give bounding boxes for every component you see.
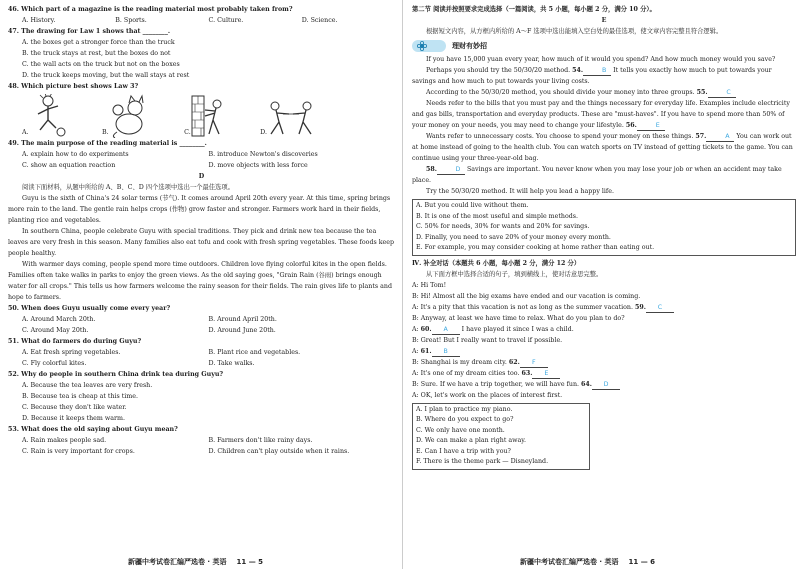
passage-paragraph [412, 65, 796, 87]
cat-with-ball-icon [109, 94, 149, 138]
option: B. the truck stays at rest, but the boxes do not [22, 50, 171, 57]
passage-paragraph [412, 186, 796, 197]
left-page [8, 4, 395, 457]
blank-number: 58. [426, 166, 437, 173]
option: A. Rain makes people sad. [22, 437, 107, 444]
dialog-line [412, 324, 796, 335]
blank-number: 61. [420, 347, 432, 355]
dialog-text: A: OK, let's work on the places of interest first. [412, 391, 563, 399]
question-47: 47. The drawing for Law 1 shows that ________. [8, 28, 171, 35]
dialog-line [412, 379, 796, 390]
paragraph-text: Wants refer to unnecessary costs. You choose to spend your money on these things. [426, 133, 696, 140]
option: C. Rain is very important for crops. [22, 448, 135, 455]
dialog-line [412, 280, 796, 291]
option: D. Children can't play outside when it rains. [208, 448, 350, 455]
paragraph-text: Needs refer to the bills that you must pay and the things necessary for everyday life. Examples include electricity and gas bills, transportation and everyday products. These are "must-haves". If you have to spend more than 50% of your money on your needs, you may need to change your lifestyle. [412, 100, 790, 129]
option: B. Sports. [115, 17, 147, 24]
picture-a [22, 94, 67, 138]
options-box-e [412, 199, 796, 256]
box-option: E. Can I have a trip with you? [416, 447, 511, 455]
option: C. show an equation reaction [22, 162, 116, 169]
blank-number: 55. [696, 89, 708, 96]
option: B. introduce Newton's discoveries [208, 151, 318, 158]
box-option: C. 50% for needs, 30% for wants and 20% for savings. [416, 223, 590, 230]
q48-pictures [8, 92, 395, 138]
option: A. the boxes get a stronger force than the truck [22, 39, 175, 46]
dialog-text: A: It's a pity that this vacation is not as long as the summer vacation. [412, 303, 635, 311]
box-option: F. There is the theme park — Disneyland. [416, 458, 549, 465]
option: A. Eat fresh spring vegetables. [22, 349, 121, 356]
option: D. move objects with less force [208, 162, 308, 169]
box-option: D. Finally, you need to save 20% of your money every month. [416, 233, 611, 241]
section-2-header: 第二节 阅读并按照要求完成选择（一篇阅读，共 5 小题，每小题 2 分，满分 10 分）。 [412, 6, 656, 13]
options-row [8, 347, 395, 358]
dialog-line [412, 390, 796, 401]
passage-paragraph [412, 87, 796, 98]
paragraph-text: Savings are important. You never know when you may lose your job or when an accident may take place. [412, 166, 782, 184]
banner-pill [412, 40, 446, 52]
passage-letter: E [601, 17, 607, 24]
banner-title: 理财有妙招 [452, 42, 487, 50]
passage-paragraph: With warmer days coming, people spend more time outdoors. Children love flying colorful kites in the open fields. Families often take walks in parks to enjoy the green views. As the old saying goes, "Grain Rain (谷雨) brings enough water for all crops." This tells us how farmers welcome the rainy season for their fields. The rain gives life to plants and hope to farmers. [8, 261, 392, 301]
dialog-text: A: Hi Tom! [412, 281, 447, 289]
answer-blank[interactable]: C [708, 89, 736, 98]
question-53: 53. What does the old saying about Guyu mean? [8, 426, 178, 433]
paragraph-text: Perhaps you should try the 50/30/20 method. [426, 67, 573, 74]
flower-icon [416, 41, 428, 51]
answer-blank[interactable]: A [706, 133, 734, 142]
paragraph-text: If you have 15,000 yuan every year, how much of it would you spend? And how much money would you save? [426, 56, 776, 63]
left-footer [128, 557, 263, 567]
page-number: 11 — 5 [236, 558, 264, 566]
person-pushing-wall-icon [191, 94, 225, 138]
passage-paragraph [412, 98, 796, 131]
dialog-text: A: [412, 325, 421, 333]
box-option: A. I plan to practice my piano. [416, 405, 513, 413]
options-box-dialog [412, 403, 590, 470]
options-row [8, 358, 395, 369]
passage-instruction: 阅读下面材料，从题中所给的 A、B、C、D 四个选项中选出一个最佳选项。 [22, 184, 234, 191]
options-row [8, 314, 395, 325]
options-row [8, 325, 395, 336]
picture-d [260, 94, 315, 138]
picture-label: D. [260, 129, 267, 136]
picture-c [184, 94, 225, 138]
answer-blank[interactable]: A [432, 326, 460, 335]
answer-blank[interactable]: B [432, 348, 460, 357]
option: D. Take walks. [208, 360, 255, 367]
question-50: 50. When does Guyu usually come every year? [8, 305, 171, 312]
tips-banner [412, 40, 796, 52]
option: B. Farmers don't like rainy days. [208, 437, 313, 444]
dialog-line [412, 291, 796, 302]
passage-paragraph: In southern China, people celebrate Guyu with special traditions. They pick and drink new tea because the tea leaves are very fresh in this season. Many families also eat tofu and cook with fresh spring vegetables. These foods keep people healthy. [8, 228, 395, 257]
options-row [8, 446, 395, 457]
blank-number: 59. [635, 303, 646, 311]
option: C. Because they don't like water. [22, 404, 127, 411]
box-option: E. For example, you may consider cooking at home rather than eating out. [416, 244, 655, 251]
dialog-text: B: Shanghai is my dream city. [412, 358, 509, 366]
dialog-line [412, 357, 796, 368]
answer-blank[interactable]: C [646, 304, 674, 313]
blank-number: 63. [521, 369, 533, 377]
answer-blank[interactable]: E [637, 122, 665, 131]
box-option: B. It is one of the most useful and simple methods. [416, 212, 579, 220]
option: A. explain how to do experiments [22, 151, 129, 158]
paragraph-text: According to the 50/30/20 method, you should divide your money into three groups. [426, 89, 697, 96]
answer-blank[interactable]: B [583, 67, 611, 76]
blank-number: 57. [695, 133, 707, 140]
option: D. the truck keeps moving, but the wall stays at rest [22, 72, 190, 79]
dialog-text: B: Hi! Almost all the big exams have ended and our vacation is coming. [412, 292, 641, 300]
option: C. Around May 20th. [22, 327, 89, 334]
picture-label: B. [102, 129, 109, 136]
page-divider [402, 0, 403, 569]
dialog-text: B: Anyway, at least we have time to relax. What do you plan to do? [412, 314, 625, 322]
section-4-instruction: 从下面方框中选择合适的句子，填到横线上，使对话意思完整。 [426, 270, 603, 278]
option: C. Fly colorful kites. [22, 360, 87, 367]
option: A. Around March 20th. [22, 316, 96, 323]
answer-blank[interactable]: F [520, 359, 548, 368]
question-49: 49. The main purpose of the reading material is ________. [8, 140, 207, 147]
answer-blank[interactable]: E [532, 370, 560, 379]
option: B. Around April 20th. [208, 316, 277, 323]
dialog-line [412, 313, 796, 324]
box-option: D. We can make a plan right away. [416, 437, 526, 444]
passage-paragraph: Guyu is the sixth of China's 24 solar terms (节气). It comes around April 20th every year. At this time, spring brings more rain to the land. The gentle rain helps crops (作物) grow faster and stronger. Farmers work hard in their fields, planting rice and vegetables. [8, 195, 391, 224]
q46-options [8, 15, 395, 26]
picture-label: C. [184, 129, 191, 136]
option: D. Because it keeps them warm. [22, 415, 125, 422]
option: B. Because tea is cheap at this time. [22, 393, 138, 400]
blank-number: 56. [625, 122, 637, 129]
passage-instruction: 根据短文内容，从方框内所给的 A～F 选项中选出能填入空白处的最佳选项，使文章内容完整且符合逻辑。 [426, 28, 723, 35]
page-number: 11 — 6 [628, 558, 656, 566]
blank-number: 60. [420, 325, 432, 333]
box-option: C. We only have one month. [416, 426, 505, 434]
box-option: A. But you could live without them. [416, 202, 529, 209]
box-option: B. Where do you expect to go? [416, 416, 514, 423]
dialog-text: A: [412, 347, 421, 355]
tug-of-war-icon [267, 94, 315, 138]
section-4-header: Ⅳ. 补全对话（本题共 6 小题，每小题 2 分，满分 12 分） [412, 259, 581, 267]
option: C. the wall acts on the truck but not on the boxes [22, 61, 180, 68]
dialog-line [412, 302, 796, 313]
option: B. Plant rice and vegetables. [208, 349, 301, 356]
dialog-text: I have played it since I was a child. [459, 325, 574, 333]
picture-b [102, 94, 149, 138]
paragraph-text: It tells you exactly how much to put towards your savings and how much to put towards your living costs. [412, 67, 772, 85]
option: D. Science. [301, 17, 338, 24]
question-46: 46. Which part of a magazine is the reading material most probably taken from? [8, 6, 293, 13]
blank-number: 64. [581, 380, 593, 388]
answer-blank[interactable]: D [437, 166, 465, 175]
passage-paragraph [412, 54, 796, 65]
passage-paragraph [412, 131, 796, 164]
dialog-line [412, 368, 796, 379]
dialog-text: B: Great! But I really want to travel if possible. [412, 336, 563, 344]
picture-label: A. [22, 129, 29, 136]
footer-title: 新疆中考试卷汇编严选卷 · 英语 [520, 558, 619, 566]
blank-number: 54. [572, 67, 584, 74]
question-52: 52. Why do people in southern China drink tea during Guyu? [8, 371, 224, 378]
paragraph-text: Try the 50/30/20 method. It will help you lead a happy life. [426, 188, 614, 195]
paragraph-text: You can work out at home instead of going to the health club. You can watch sports on TV instead of getting tickets to the game. You can continue using your three-year-old bag. [412, 133, 793, 162]
footer-title: 新疆中考试卷汇编严选卷 · 英语 [128, 558, 227, 566]
passage-letter: D [198, 173, 205, 180]
blank-number: 62. [508, 358, 520, 366]
question-51: 51. What do farmers do during Guyu? [8, 338, 142, 345]
q49-options-row [8, 149, 395, 160]
question-48: 48. Which picture best shows Law 3? [8, 83, 139, 90]
option: D. Around June 20th. [208, 327, 276, 334]
dialog-text: A: It's one of my dream cities too. [412, 369, 522, 377]
passage-paragraph [412, 164, 796, 186]
q49-options-row [8, 160, 395, 171]
option: A. Because the tea leaves are very fresh. [22, 382, 153, 389]
dialog-line [412, 335, 796, 346]
dialog-line [412, 346, 796, 357]
options-row [8, 435, 395, 446]
right-page [412, 4, 796, 472]
answer-blank[interactable]: D [592, 381, 620, 390]
boy-kicking-ball-icon [29, 94, 67, 138]
option: C. Culture. [208, 17, 244, 24]
right-footer [520, 557, 655, 567]
option: A. History. [22, 17, 56, 24]
dialog-text: B: Sure. If we have a trip together, we will have fun. [412, 380, 582, 388]
